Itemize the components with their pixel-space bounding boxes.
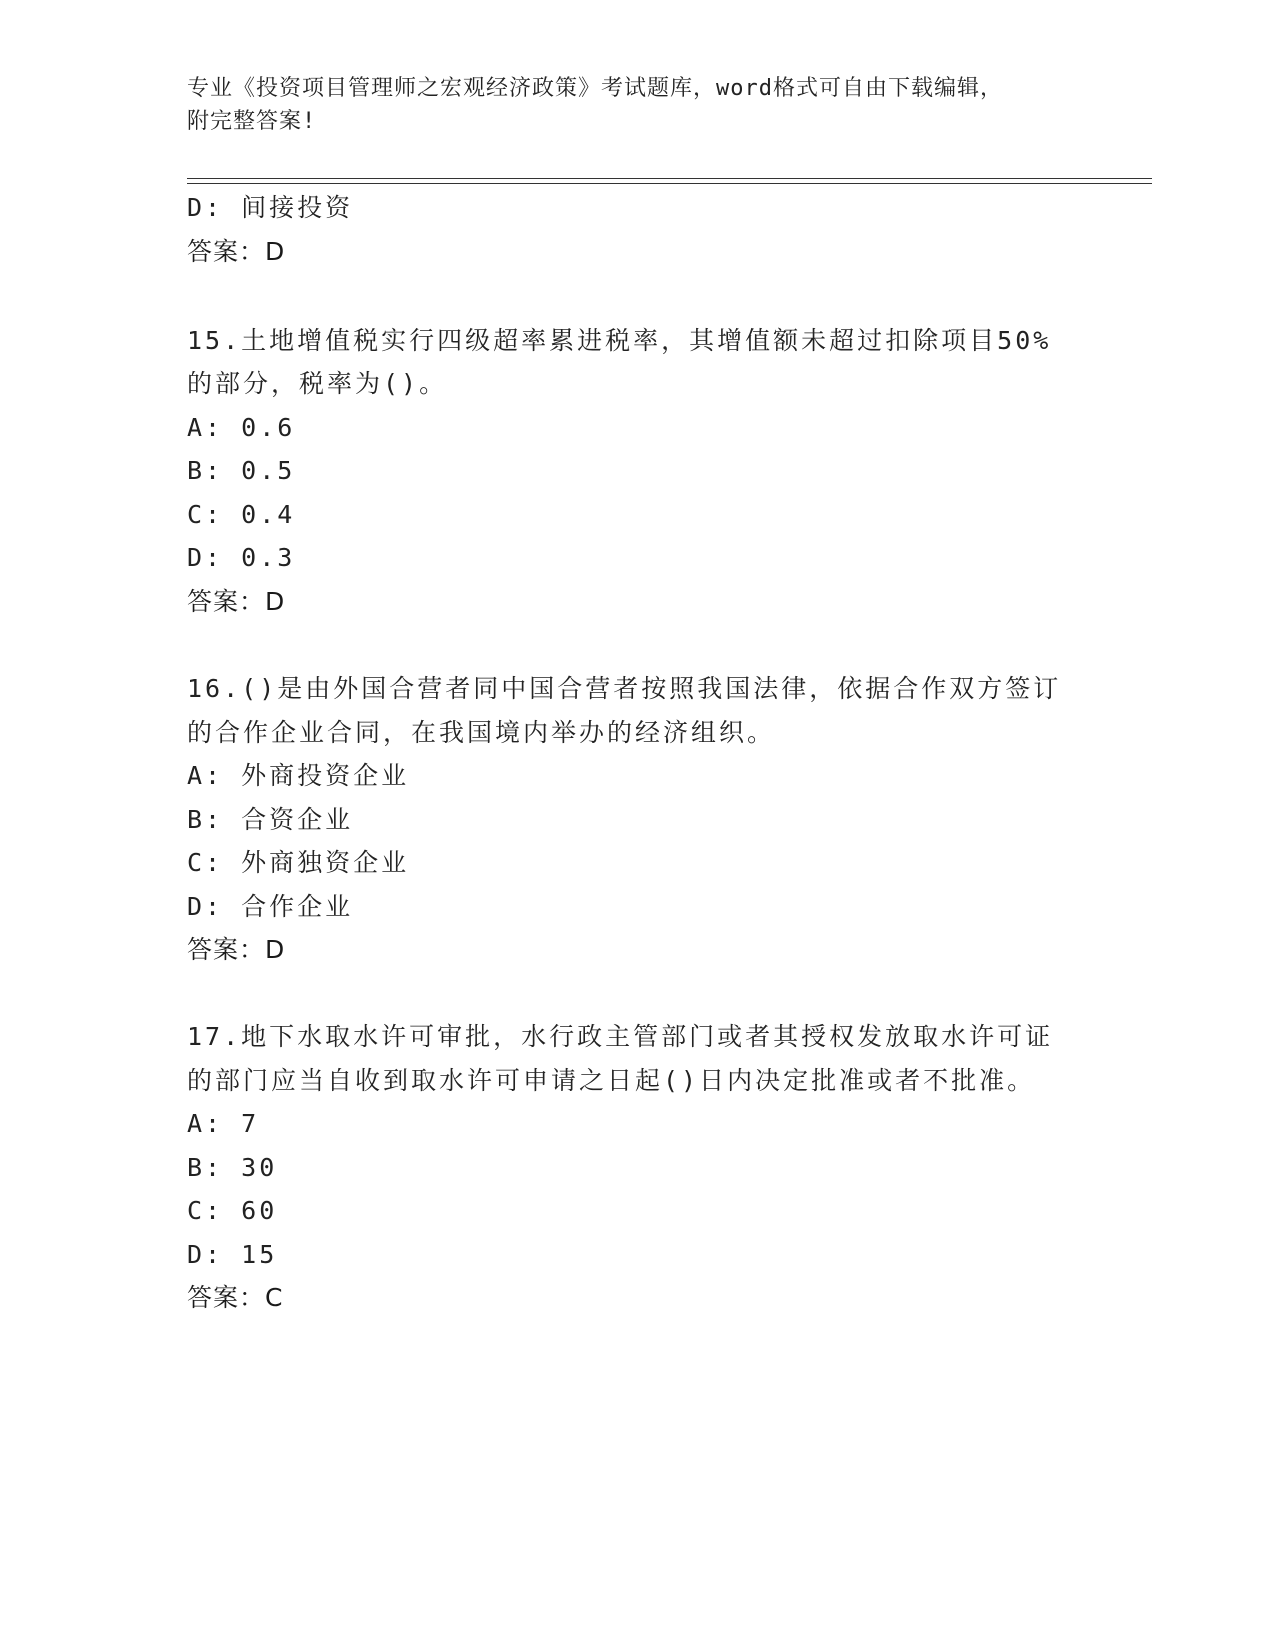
header-divider-bottom	[187, 183, 1152, 184]
question-15-stem-line-1: 15.土地增值税实行四级超率累进税率，其增值额未超过扣除项目50%	[187, 326, 1052, 355]
question-16-answer: 答案：D	[187, 935, 286, 964]
question-16-stem-line-2: 的合作企业合同，在我国境内举办的经济组织。	[187, 718, 776, 747]
question-16-option-a: A: 外商投资企业	[187, 761, 410, 790]
question-17-option-d: D: 15	[187, 1240, 278, 1269]
header-divider-top	[187, 178, 1152, 179]
prev-answer: 答案：D	[187, 237, 286, 266]
question-15-option-b: B: 0.5	[187, 456, 296, 485]
question-15-option-a: A: 0.6	[187, 413, 296, 442]
question-16-option-d: D: 合作企业	[187, 892, 354, 921]
question-17-stem-line-1: 17.地下水取水许可审批，水行政主管部门或者其授权发放取水许可证	[187, 1022, 1054, 1051]
question-15-answer: 答案：D	[187, 587, 286, 616]
question-17-stem-line-2: 的部门应当自收到取水许可申请之日起()日内决定批准或者不批准。	[187, 1066, 1036, 1095]
question-15-option-c: C: 0.4	[187, 500, 296, 529]
question-16-option-b: B: 合资企业	[187, 805, 354, 834]
question-17-option-b: B: 30	[187, 1153, 278, 1182]
question-16-option-c: C: 外商独资企业	[187, 848, 410, 877]
prev-option-d: D: 间接投资	[187, 193, 354, 222]
document-header	[187, 72, 1067, 138]
question-17-option-a: A: 7	[187, 1109, 260, 1138]
question-15-option-d: D: 0.3	[187, 543, 296, 572]
question-17-option-c: C: 60	[187, 1196, 278, 1225]
question-16-stem-line-1: 16.()是由外国合营者同中国合营者按照我国法律，依据合作双方签订	[187, 674, 1062, 703]
question-17-answer: 答案：C	[187, 1283, 284, 1312]
header-line-2: 附完整答案!	[187, 109, 317, 134]
question-15-stem-line-2: 的部分，税率为()。	[187, 369, 448, 398]
header-line-1: 专业《投资项目管理师之宏观经济政策》考试题库，word格式可自由下载编辑，	[187, 76, 1003, 101]
